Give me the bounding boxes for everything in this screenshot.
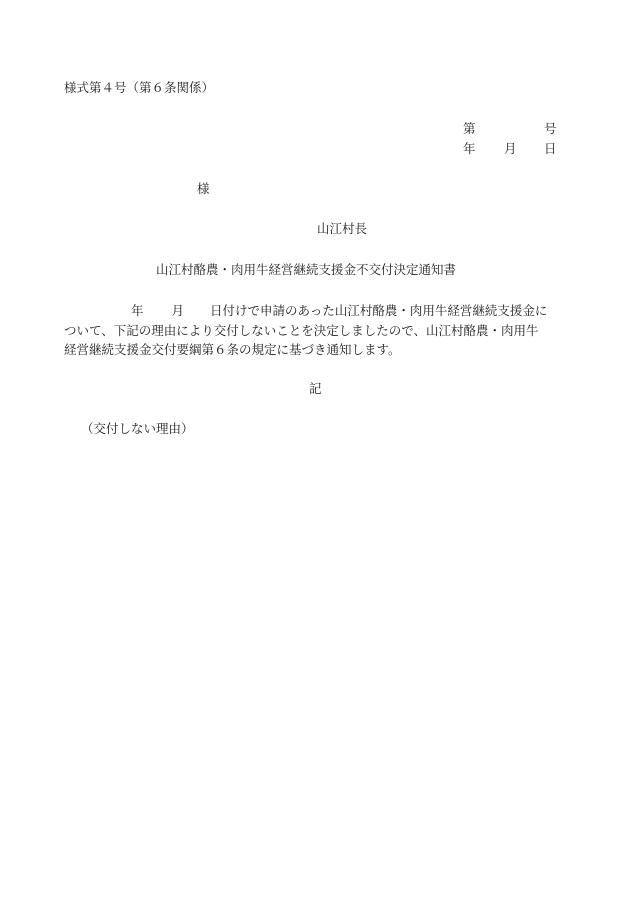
issue-date (463, 141, 559, 157)
body-line-1-text: 日付けで申請のあった山江村酪農・肉用牛経営継続支援金に (210, 303, 548, 318)
document-title: 山江村酪農・肉用牛経営継続支援金不交付決定通知書 (156, 262, 457, 277)
reason-label: （交付しない理由） (81, 421, 194, 436)
document-number-suffix: 号 (544, 121, 557, 136)
form-number: 様式第４号（第６条関係） (64, 80, 215, 95)
issuer: 山江村長 (317, 221, 368, 236)
body-year-label: 年 (131, 303, 144, 318)
document-number-prefix: 第 (463, 121, 476, 136)
body-line-2: ついて、下記の理由により交付しないことを決定しましたので、山江村酪農・肉用牛 (64, 322, 539, 338)
body-line-1 (64, 301, 570, 321)
document-number (463, 121, 559, 137)
body-line-3: 経営継続支援金交付要綱第６条の規定に基づき通知します。 (64, 342, 401, 357)
date-day-label: 日 (544, 141, 557, 156)
body-month-label: 月 (171, 303, 185, 318)
addressee: 様 (197, 181, 210, 196)
ki-heading: 記 (309, 381, 322, 396)
body-paragraph (64, 301, 570, 360)
date-year-label: 年 (463, 141, 476, 156)
date-month-label: 月 (504, 141, 517, 156)
